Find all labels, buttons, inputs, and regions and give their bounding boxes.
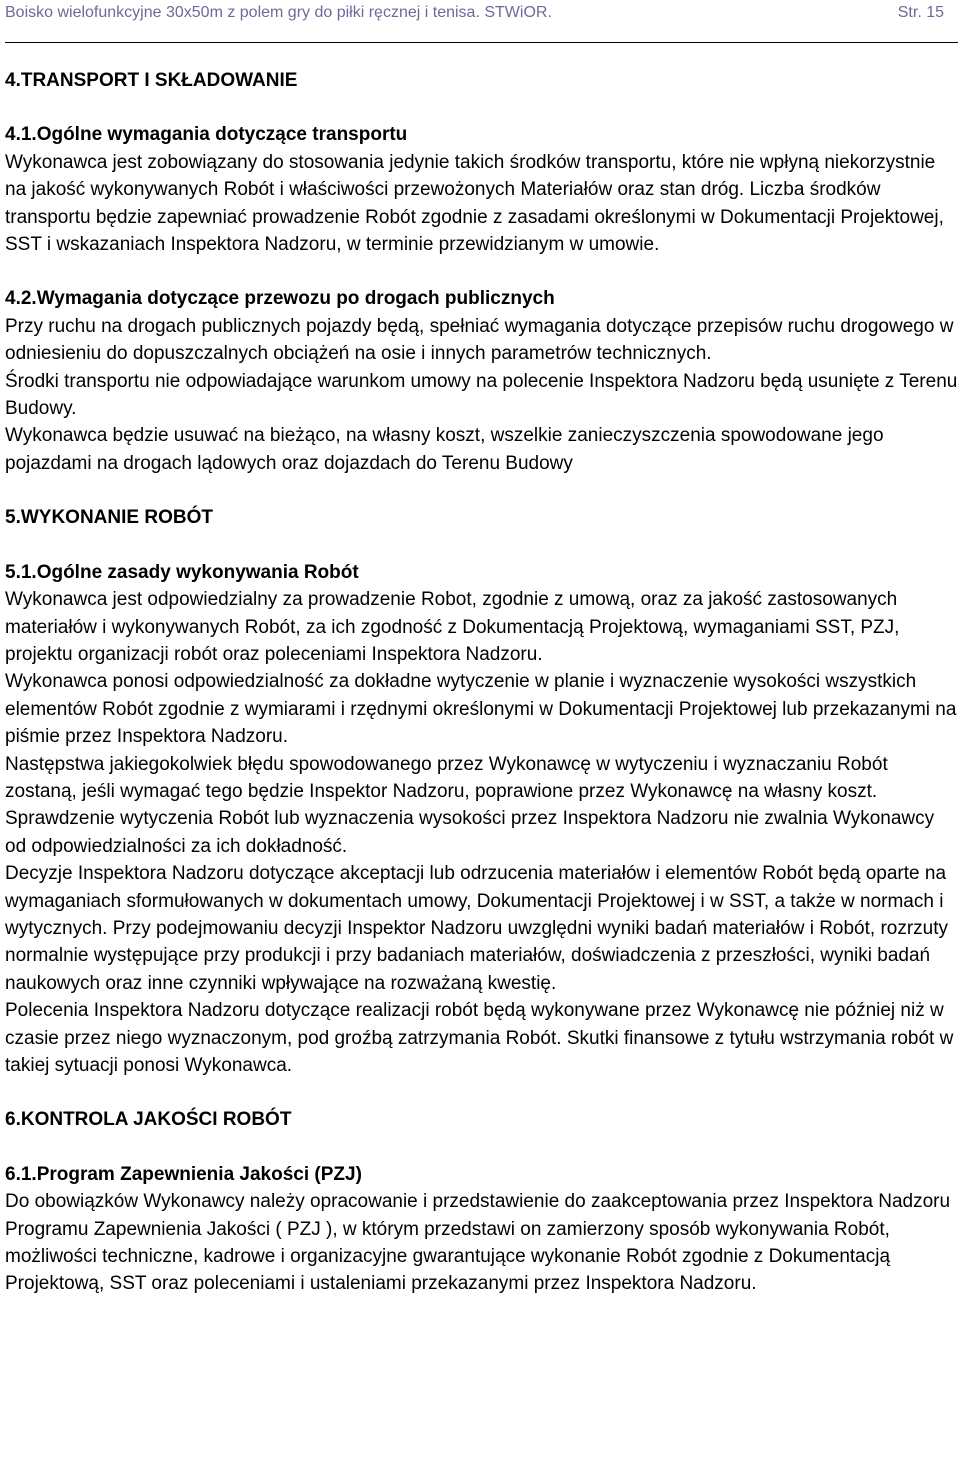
section-4-1-heading: 4.1.Ogólne wymagania dotyczące transportu <box>5 124 408 146</box>
header-title: Boisko wielofunkcyjne 30x50m z polem gry do piłki ręcznej i tenisa. STWiOR. <box>5 4 552 21</box>
section-5-1-paragraph-6: Polecenia Inspektora Nadzoru dotyczące realizacji robót będą wykonywane przez Wykonawcę nie później niż w czasie przez niego wyznaczonym, pod groźbą zatrzymania Robót. Skutki finansowe z tytułu wstrzymania robót w takiej sytuacji ponosi Wykonawca. <box>5 1000 954 1076</box>
section-4-heading: 4.TRANSPORT I SKŁADOWANIE <box>5 70 298 91</box>
section-4-2-paragraph-1: Przy ruchu na drogach publicznych pojazdy będą, spełniać wymagania dotyczące przepisów ruchu drogowego w odniesieniu do dopuszczalnych obciążeń na osie i innych parametrów technicznych. <box>5 315 954 365</box>
section-5-1-paragraph-4: Sprawdzenie wytyczenia Robót lub wyznaczenia wysokości przez Inspektora Nadzoru nie zwalnia Wykonawcy od odpowiedzialności za ich dokładność. <box>5 808 935 857</box>
section-5-1-paragraph-5: Decyzje Inspektora Nadzoru dotyczące akceptacji lub odrzucenia materiałów i elementów Robót będą oparte na wymaganiach sformułowanych w dokumentach umowy, Dokumentacji Projektowej i w SST, a także w normach i wytycznych. Przy podejmowaniu decyzji Inspektor Nadzoru uwzględni wyniki badań materiałów i Robót, rozrzuty normalnie występujące przy produkcji i przy badaniach materiałów, doświadczenia z przeszłości, wyniki badań naukowych oraz inne czynniki wpływające na rozważaną kwestię. <box>5 863 949 994</box>
document-body <box>5 67 958 1298</box>
section-5-1-heading: 5.1.Ogólne zasady wykonywania Robót <box>5 561 359 583</box>
section-5-heading: 5.WYKONANIE ROBÓT <box>5 507 213 529</box>
section-6-heading: 6.KONTROLA JAKOŚCI ROBÓT <box>5 1109 292 1131</box>
section-5-1-paragraph-1: Wykonawca jest odpowiedzialny za prowadzenie Robot, zgodnie z umową, oraz za jakość zastosowanych materiałów i wykonywanych Robót, za ich zgodność z Dokumentacją Projektową, wymaganiami SST, PZJ, projektu organizacji robót oraz poleceniami Inspektora Nadzoru. <box>5 589 900 665</box>
section-5-1-paragraph-3: Następstwa jakiegokolwiek błędu spowodowanego przez Wykonawcę w wytyczeniu i wyznaczaniu Robót zostaną, jeśli wymagać tego będzie Inspektor Nadzoru, poprawione przez Wykonawcę na własny koszt. <box>5 753 888 802</box>
section-6-1-paragraph-1: Do obowiązków Wykonawcy należy opracowanie i przedstawienie do zaakceptowania przez Inspektora Nadzoru Programu Zapewnienia Jakości ( PZJ ), w którym przedstawi on zamierzony sposób wykonywania Robót, możliwości techniczne, kadrowe i organizacyjne gwarantujące wykonanie Robót zgodnie z Dokumentacją Projektową, SST oraz poleceniami i ustaleniami przekazanymi przez Inspektora Nadzoru. <box>5 1191 951 1295</box>
section-4-1-paragraph: Wykonawca jest zobowiązany do stosowania jedynie takich środków transportu, które nie wpłyną niekorzystnie na jakość wykonywanych Robót i właściwości przewożonych Materiałów oraz stan dróg. Liczba środków transportu będzie zapewniać prowadzenie Robót zgodnie z zasadami określonymi w Dokumentacji Projektowej, SST i wskazaniach Inspektora Nadzoru, w terminie przewidzianym w umowie. <box>5 151 944 256</box>
page-header <box>5 4 958 43</box>
section-6-1-heading: 6.1.Program Zapewnienia Jakości (PZJ) <box>5 1163 362 1185</box>
section-5-1-paragraph-2: Wykonawca ponosi odpowiedzialność za dokładne wytyczenie w planie i wyznaczenie wysokości wszystkich elementów Robót zgodnie z wymiarami i rzędnymi określonymi w Dokumentacji Projektowej lub przekazanymi na piśmie przez Inspektora Nadzoru. <box>5 671 957 748</box>
section-4-2-paragraph-3: Wykonawca będzie usuwać na bieżąco, na własny koszt, wszelkie zanieczyszczenia spowodowane jego pojazdami na drogach lądowych oraz dojazdach do Terenu Budowy <box>5 425 884 474</box>
page-number: Str. 15 <box>897 4 944 21</box>
section-4-2-paragraph-2: Środki transportu nie odpowiadające warunkom umowy na polecenie Inspektora Nadzoru będą usunięte z Terenu Budowy. <box>5 370 958 420</box>
section-4-2-heading: 4.2.Wymagania dotyczące przewozu po drogach publicznych <box>5 288 555 310</box>
